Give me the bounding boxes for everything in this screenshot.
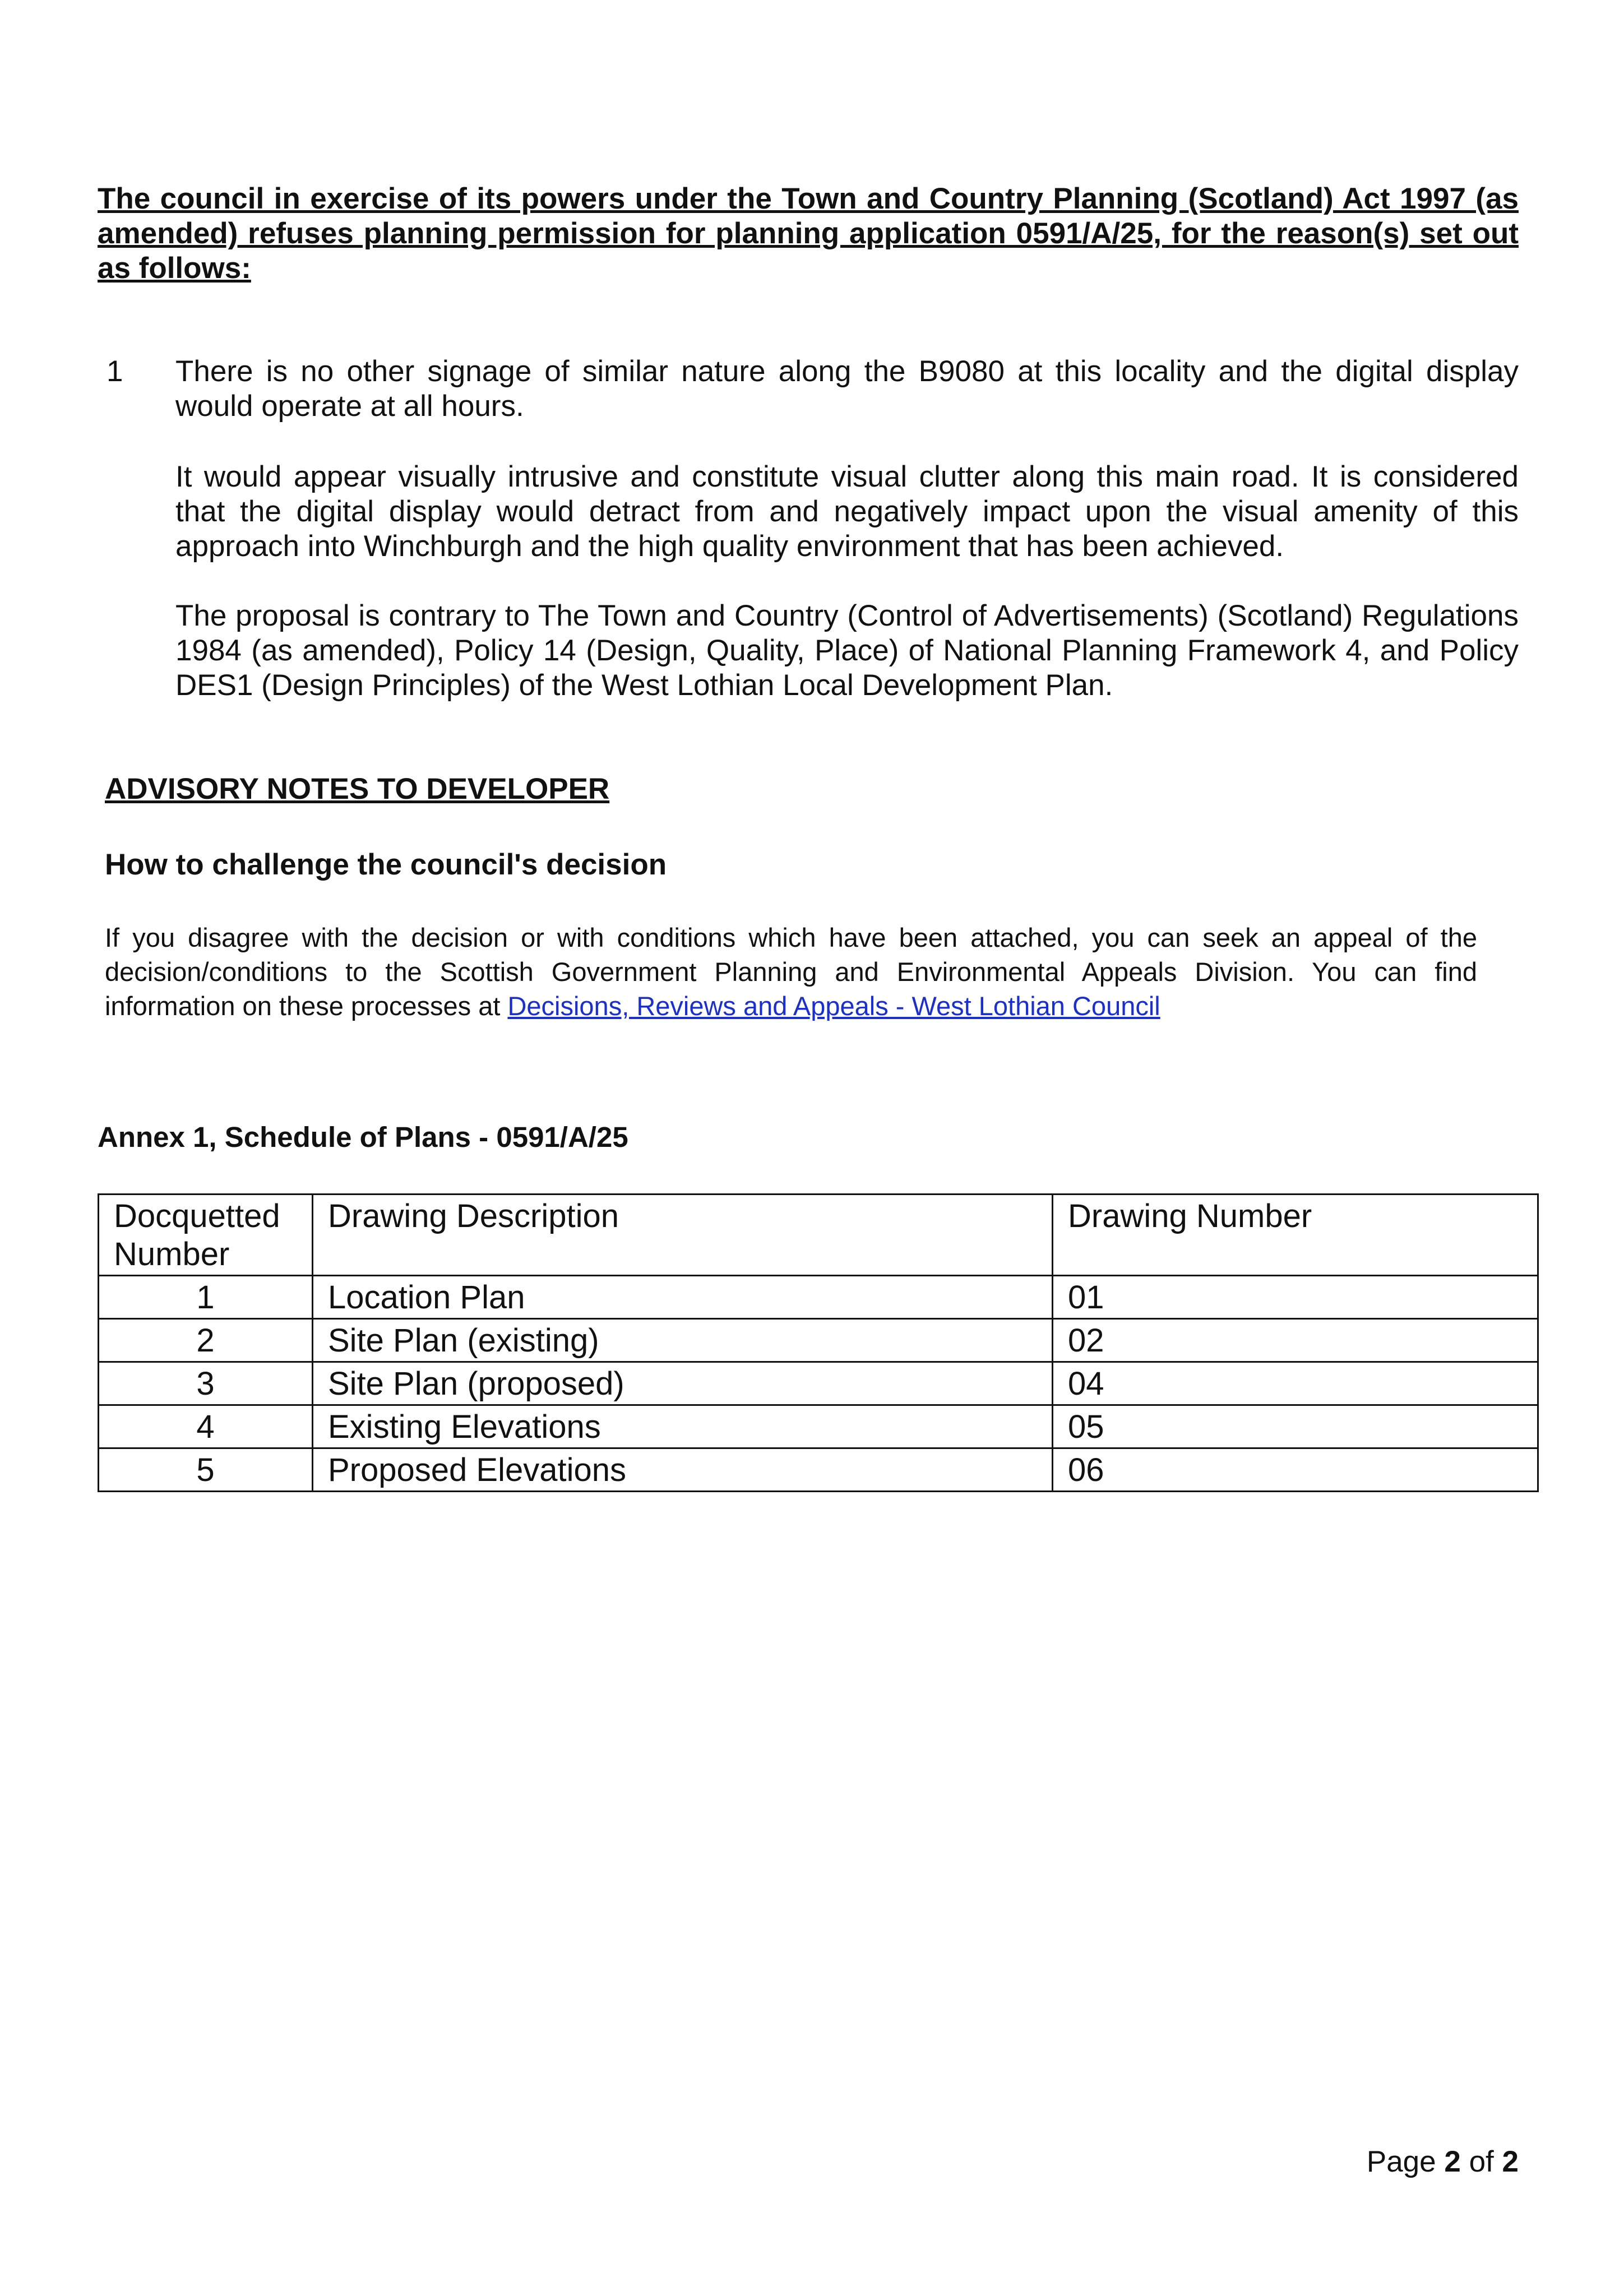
docquetted-number-cell: 5 bbox=[99, 1448, 313, 1492]
column-header-docquetted-number: Docquetted Number bbox=[99, 1195, 313, 1276]
drawing-number-cell: 01 bbox=[1053, 1276, 1538, 1319]
docquetted-number-cell: 4 bbox=[99, 1405, 313, 1448]
total-pages: 2 bbox=[1502, 2145, 1519, 2178]
drawing-description-cell: Existing Elevations bbox=[313, 1405, 1053, 1448]
table-row bbox=[99, 1405, 1538, 1448]
page-label: Page bbox=[1366, 2145, 1436, 2178]
reason-paragraph: There is no other signage of similar nature along the B9080 at this locality and the digital display would operate at all hours. bbox=[175, 355, 1519, 423]
reason-paragraph: It would appear visually intrusive and constitute visual clutter along this main road. It is considered that the digital display would detract from and negatively impact upon the visual amenity of this approach into Winchburgh and the high quality environment that has been achieved. bbox=[175, 460, 1519, 563]
table-row bbox=[99, 1362, 1538, 1405]
challenge-heading: How to challenge the council's decision bbox=[105, 848, 667, 881]
docquetted-number-cell: 3 bbox=[99, 1362, 313, 1405]
drawing-number-cell: 06 bbox=[1053, 1448, 1538, 1492]
page-number bbox=[1367, 2145, 1519, 2179]
drawing-description-cell: Proposed Elevations bbox=[313, 1448, 1053, 1492]
table-row bbox=[99, 1276, 1538, 1319]
current-page: 2 bbox=[1444, 2145, 1461, 2178]
advisory-notes-title: ADVISORY NOTES TO DEVELOPER bbox=[105, 772, 610, 806]
drawing-description-cell: Site Plan (existing) bbox=[313, 1319, 1053, 1362]
column-header-drawing-number: Drawing Number bbox=[1053, 1195, 1538, 1276]
reason-paragraph: The proposal is contrary to The Town and Country (Control of Advertisements) (Scotland) Regulations 1984 (as amended), Policy 14 (Design, Quality, Place) of National Planning Framework 4, and Policy DES1 (Design Principles) of the West Lothian Local Development Plan. bbox=[175, 599, 1519, 702]
drawing-number-cell: 02 bbox=[1053, 1319, 1538, 1362]
drawing-number-cell: 05 bbox=[1053, 1405, 1538, 1448]
annex-title: Annex 1, Schedule of Plans - 0591/A/25 bbox=[98, 1121, 628, 1153]
drawing-number-cell: 04 bbox=[1053, 1362, 1538, 1405]
docquetted-number-cell: 1 bbox=[99, 1276, 313, 1319]
decision-heading: The council in exercise of its powers under the Town and Country Planning (Scotland) Act 1997 (as amended) refuses planning permission for planning application 0591/A/25, for the reason(s) set out as follows: bbox=[98, 182, 1519, 285]
table-row bbox=[99, 1448, 1538, 1492]
table-header-row bbox=[99, 1195, 1538, 1276]
challenge-paragraph bbox=[105, 920, 1477, 1023]
docquetted-number-cell: 2 bbox=[99, 1319, 313, 1362]
challenge-text: If you disagree with the decision or with conditions which have been attached, you can seek an appeal of the decision/conditions to the Scottish Government Planning and Environmental Appeals Division. You can find information on these processes at bbox=[105, 923, 1477, 1021]
appeals-link[interactable]: Decisions, Reviews and Appeals - West Lothian Council bbox=[507, 991, 1160, 1021]
column-header-drawing-description: Drawing Description bbox=[313, 1195, 1053, 1276]
reason-number: 1 bbox=[107, 355, 123, 388]
drawing-description-cell: Site Plan (proposed) bbox=[313, 1362, 1053, 1405]
schedule-of-plans-table bbox=[98, 1193, 1539, 1492]
of-label: of bbox=[1469, 2145, 1494, 2178]
drawing-description-cell: Location Plan bbox=[313, 1276, 1053, 1319]
table-row bbox=[99, 1319, 1538, 1362]
